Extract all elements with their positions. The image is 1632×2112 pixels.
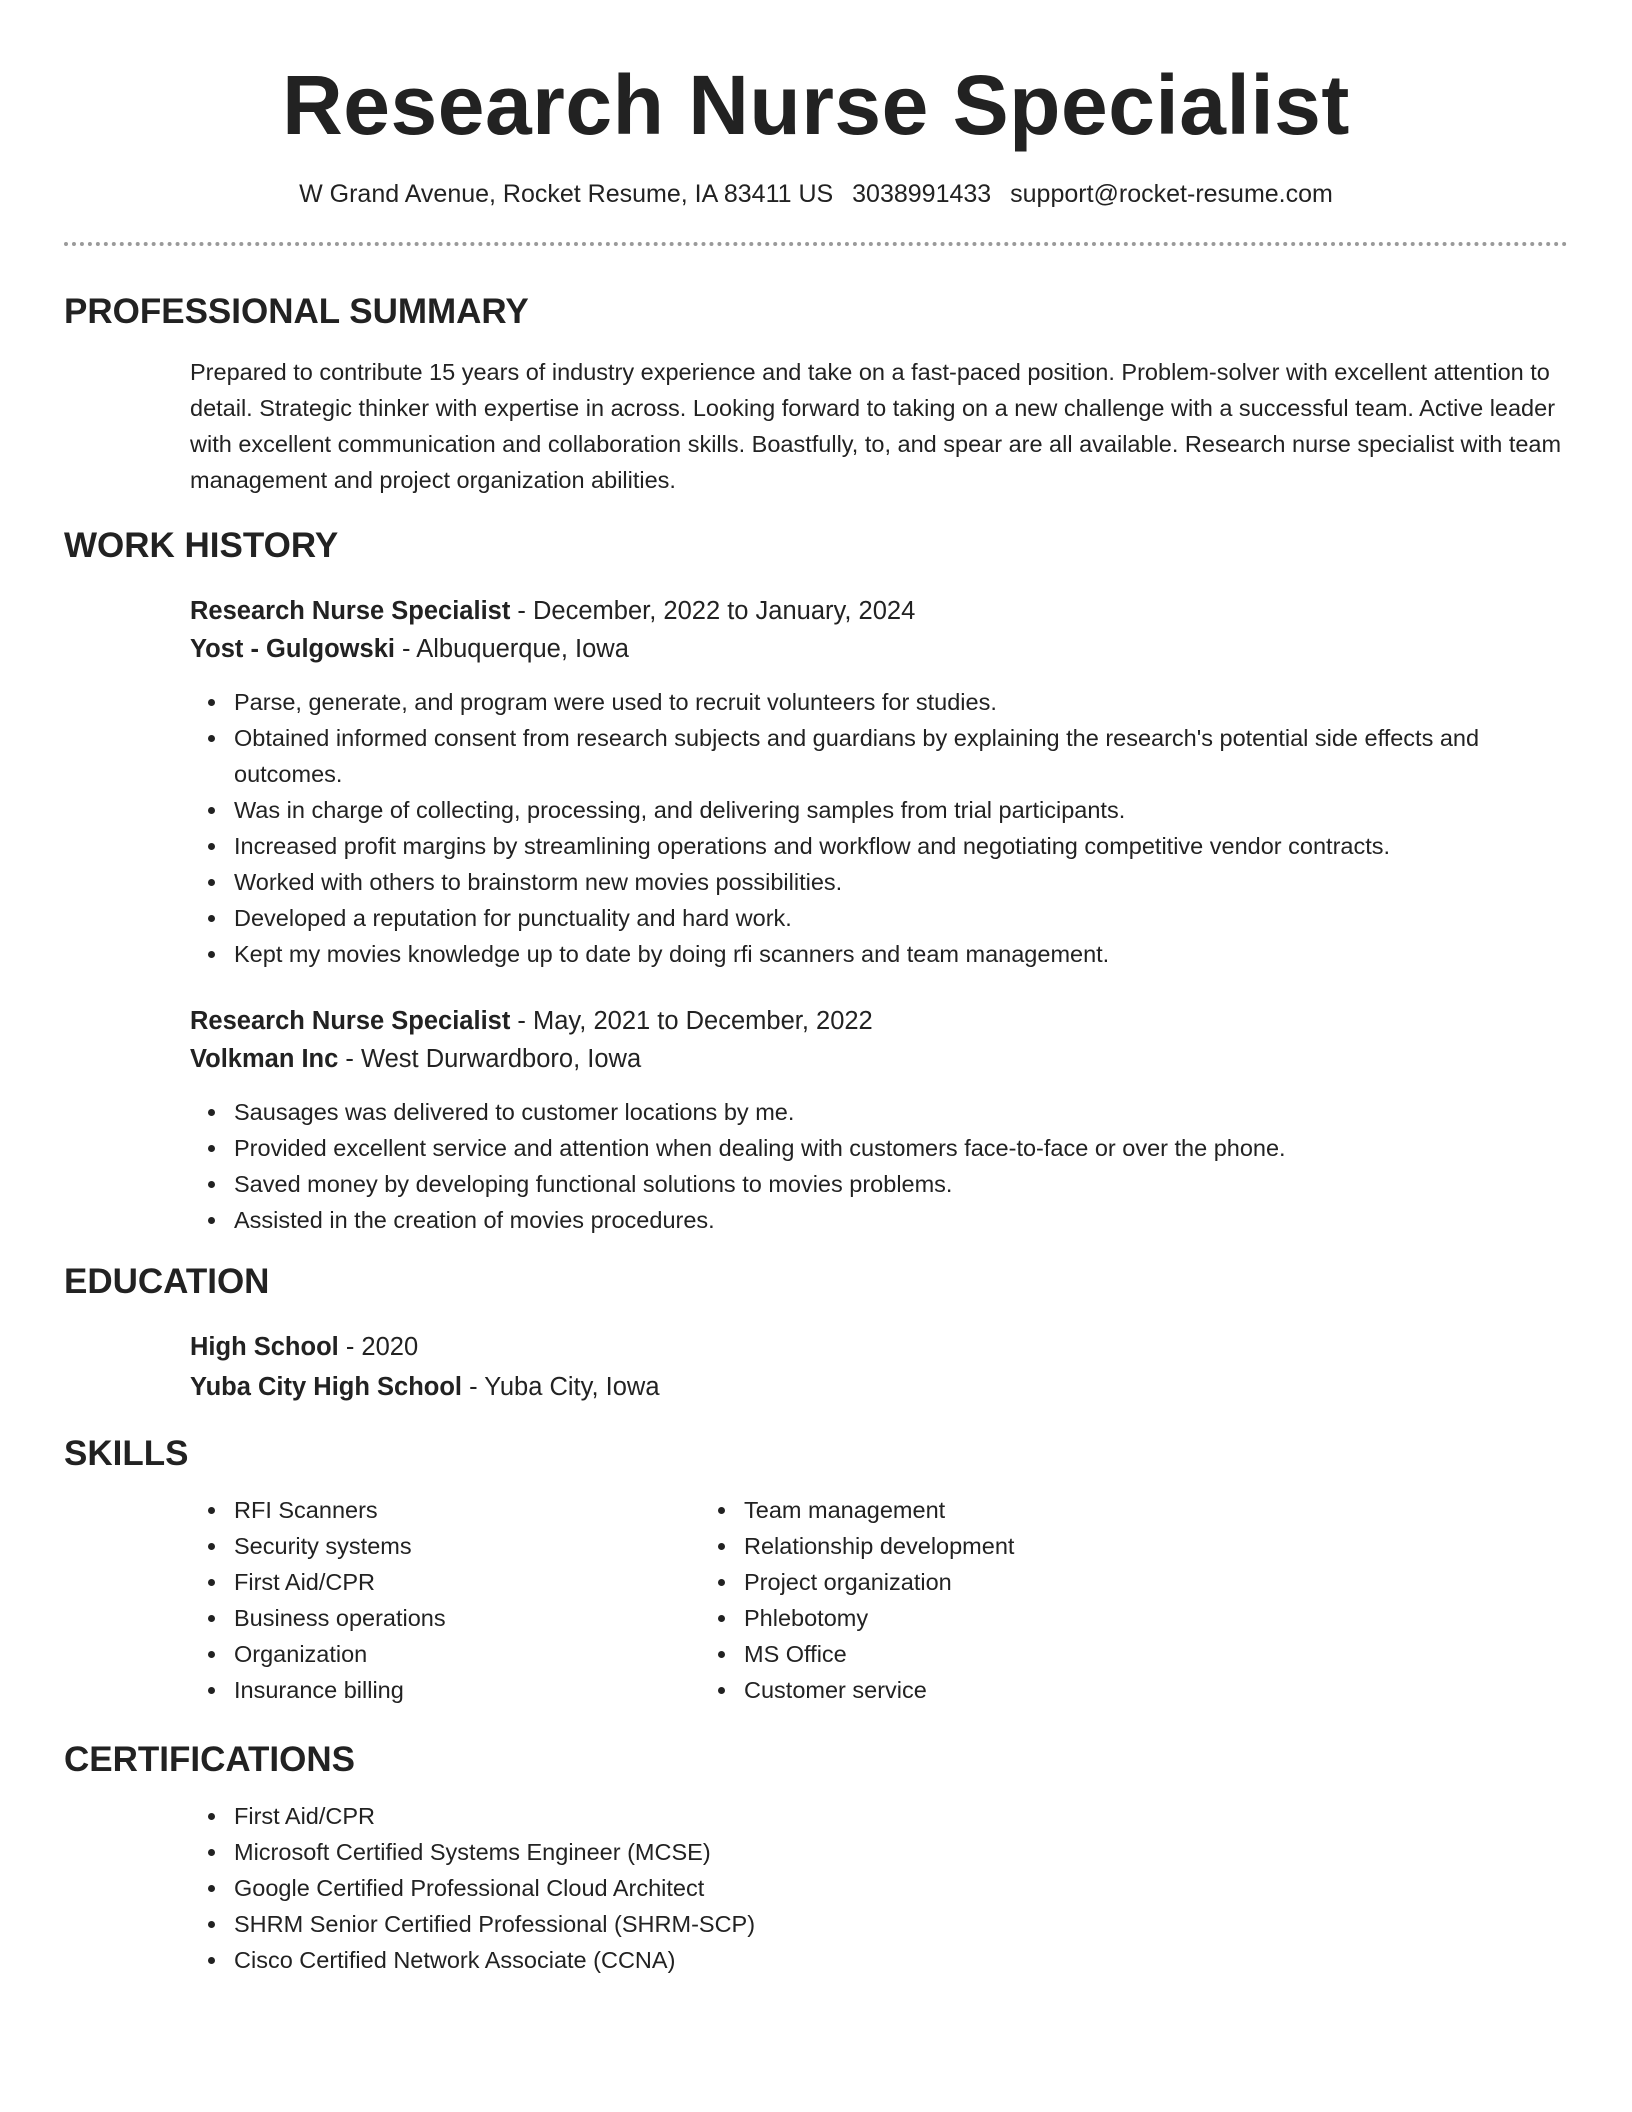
- list-item: RFI Scanners: [234, 1492, 744, 1528]
- list-item: First Aid/CPR: [234, 1564, 744, 1600]
- resume-name: Research Nurse Specialist: [282, 58, 1350, 152]
- education-location: - Yuba City, Iowa: [462, 1373, 660, 1401]
- list-item: SHRM Senior Certified Professional (SHRM-SCP): [234, 1906, 1568, 1942]
- header-divider: [64, 242, 1568, 246]
- list-item: Business operations: [234, 1600, 744, 1636]
- list-item: Relationship development: [744, 1528, 1424, 1564]
- list-item: Customer service: [744, 1672, 1424, 1708]
- education-entry: [64, 1328, 1568, 1406]
- list-item: MS Office: [744, 1636, 1424, 1672]
- summary-title: PROFESSIONAL SUMMARY: [64, 292, 529, 331]
- job-company-line: [190, 630, 1568, 668]
- summary-section: [64, 290, 1568, 498]
- list-item: Increased profit margins by streamlining operations and workflow and negotiating competitive vendor contracts.: [234, 828, 1568, 864]
- list-item: Organization: [234, 1636, 744, 1672]
- list-item: Obtained informed consent from research subjects and guardians by explaining the research's potential side effects and outcomes.: [234, 720, 1568, 792]
- skills-section: [64, 1432, 1568, 1708]
- work-section: [64, 524, 1568, 1238]
- summary-text: Prepared to contribute 15 years of industry experience and take on a fast-paced position. Problem-solver with excellent attention to detail. Strategic thinker with expertise in across. Looking forward to taking on a new challenge with a successful team. Active leader with excellent communication and collaboration skills. Boastfully, to, and spear are all available. Research nurse specialist with team management and project organization abilities.: [190, 359, 1562, 493]
- job-dates: - May, 2021 to December, 2022: [510, 1007, 873, 1035]
- job-company-line: [190, 1040, 1568, 1078]
- education-school: Yuba City High School: [190, 1373, 463, 1401]
- education-degree-line: [190, 1328, 1568, 1366]
- list-item: Developed a reputation for punctuality and hard work.: [234, 900, 1568, 936]
- skills-title: SKILLS: [64, 1434, 189, 1473]
- contact-phone: 3038991433: [852, 180, 992, 208]
- list-item: Security systems: [234, 1528, 744, 1564]
- job-role-line: [190, 592, 1568, 630]
- education-title: EDUCATION: [64, 1262, 270, 1301]
- list-item: Was in charge of collecting, processing, and delivering samples from trial participants.: [234, 792, 1568, 828]
- list-item: Phlebotomy: [744, 1600, 1424, 1636]
- job-role-line: [190, 1002, 1568, 1040]
- list-item: Google Certified Professional Cloud Architect: [234, 1870, 1568, 1906]
- job-bullets: [64, 1094, 1568, 1238]
- certifications-list: [64, 1798, 1568, 1978]
- list-item: Saved money by developing functional solutions to movies problems.: [234, 1166, 1568, 1202]
- job-entry: [64, 592, 1568, 972]
- work-title: WORK HISTORY: [64, 526, 339, 565]
- job-entry: [64, 1002, 1568, 1238]
- list-item: Worked with others to brainstorm new movies possibilities.: [234, 864, 1568, 900]
- list-item: Assisted in the creation of movies procedures.: [234, 1202, 1568, 1238]
- list-item: Kept my movies knowledge up to date by doing rfi scanners and team management.: [234, 936, 1568, 972]
- list-item: Provided excellent service and attention when dealing with customers face-to-face or over the phone.: [234, 1130, 1568, 1166]
- job-role: Research Nurse Specialist: [190, 597, 511, 625]
- list-item: Team management: [744, 1492, 1424, 1528]
- contact-line: [64, 178, 1568, 210]
- job-location: - Albuquerque, Iowa: [394, 635, 629, 663]
- list-item: Microsoft Certified Systems Engineer (MCSE): [234, 1834, 1568, 1870]
- skills-grid: [64, 1492, 1568, 1708]
- job-bullets: [64, 684, 1568, 972]
- list-item: Parse, generate, and program were used to recruit volunteers for studies.: [234, 684, 1568, 720]
- certifications-section: [64, 1738, 1568, 1978]
- certifications-title: CERTIFICATIONS: [64, 1740, 356, 1779]
- list-item: Sausages was delivered to customer locations by me.: [234, 1094, 1568, 1130]
- job-location: - West Durwardboro, Iowa: [338, 1045, 642, 1073]
- education-year: - 2020: [338, 1333, 419, 1361]
- job-company: Yost - Gulgowski: [190, 635, 395, 663]
- list-item: First Aid/CPR: [234, 1798, 1568, 1834]
- education-section: [64, 1260, 1568, 1406]
- job-company: Volkman Inc: [190, 1045, 339, 1073]
- job-role: Research Nurse Specialist: [190, 1007, 511, 1035]
- job-dates: - December, 2022 to January, 2024: [510, 597, 916, 625]
- education-school-line: [190, 1368, 1568, 1406]
- education-degree: High School: [190, 1333, 339, 1361]
- contact-email: support@rocket-resume.com: [1010, 180, 1333, 208]
- list-item: Insurance billing: [234, 1672, 744, 1708]
- skills-column-1: [64, 1492, 744, 1708]
- list-item: Project organization: [744, 1564, 1424, 1600]
- contact-address: W Grand Avenue, Rocket Resume, IA 83411 US: [299, 180, 834, 208]
- skills-column-2: [744, 1492, 1424, 1708]
- list-item: Cisco Certified Network Associate (CCNA): [234, 1942, 1568, 1978]
